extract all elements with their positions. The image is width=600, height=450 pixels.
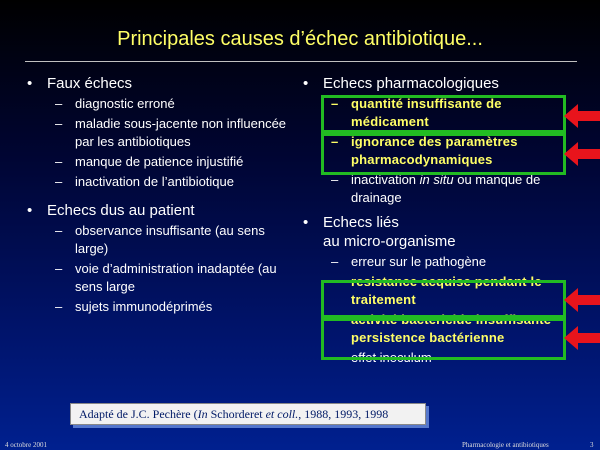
highlight-box <box>321 318 566 360</box>
list-item: – erreur sur le pathogène <box>331 254 487 269</box>
dash-icon: – <box>55 261 63 276</box>
highlight-box <box>321 133 566 175</box>
dash-icon: – <box>331 274 339 289</box>
footer-date: 4 octobre 2001 <box>5 441 47 449</box>
dash-icon: – <box>55 299 63 314</box>
red-arrow-icon <box>564 104 600 128</box>
slide-title: Principales causes d’échec antibiotique... <box>117 28 483 50</box>
citation-box: Adapté de J.C. Pechère (In Schorderet et coll., 1988, 1993, 1998 <box>70 403 426 425</box>
dash-icon: – <box>331 96 339 111</box>
dash-icon: – <box>55 223 63 238</box>
heading-echecs-micro-organisme: • Echecs liés au micro-organisme <box>303 214 456 250</box>
footer-page-number: 3 <box>590 441 594 449</box>
list-item: – manque de patience injustifié <box>55 154 244 169</box>
heading-faux-echecs: • Faux échecs <box>27 75 133 92</box>
footer-course: Pharmacologie et antibiotiques <box>462 441 549 449</box>
highlight-box <box>321 95 566 133</box>
title-rule <box>25 61 577 62</box>
highlighted-item: – ignorance des paramètres pharmacodynamiques <box>331 134 518 167</box>
bullet-icon: • <box>27 202 33 219</box>
heading-echecs-patient: • Echecs dus au patient <box>27 202 195 219</box>
dash-icon: – <box>55 154 63 169</box>
list-item: – voie d’administration inadaptée (au sens large <box>55 261 277 294</box>
left-column <box>27 74 297 316</box>
dash-icon: – <box>55 116 63 131</box>
dash-icon: – <box>331 134 339 149</box>
heading-echecs-pharmacologiques: • Echecs pharmacologiques <box>303 75 499 92</box>
list-item: – observance insuffisante (au sens large) <box>55 223 265 256</box>
list-item: – sujets immunodéprimés <box>55 299 213 314</box>
list-item: – diagnostic erroné <box>55 96 175 111</box>
dash-icon: – <box>331 312 339 327</box>
dash-icon: – <box>55 96 63 111</box>
list-item: – inactivation de l’antibiotique <box>55 174 234 189</box>
highlighted-item: – resistance acquise pendant le traitement <box>331 274 542 307</box>
bullet-icon: • <box>303 214 309 231</box>
list-item: – inactivation in situ ou manque de drainage <box>331 172 541 205</box>
red-arrow-icon <box>564 326 600 350</box>
highlighted-item: – activité bactericide insuffisante persistence bactérienne <box>331 312 552 345</box>
red-arrow-icon <box>564 142 600 166</box>
list-item: – effet inoculum <box>331 350 432 365</box>
red-arrow-icon <box>564 288 600 312</box>
dash-icon: – <box>55 174 63 189</box>
bullet-icon: • <box>303 75 309 92</box>
dash-icon: – <box>331 172 339 187</box>
highlight-box <box>321 280 566 318</box>
highlighted-item: – quantité insuffisante de médicament <box>331 96 502 129</box>
dash-icon: – <box>331 350 339 365</box>
list-item: – maladie sous-jacente non influencée par les antibiotiques <box>55 116 287 149</box>
dash-icon: – <box>331 254 339 269</box>
bullet-icon: • <box>27 75 33 92</box>
